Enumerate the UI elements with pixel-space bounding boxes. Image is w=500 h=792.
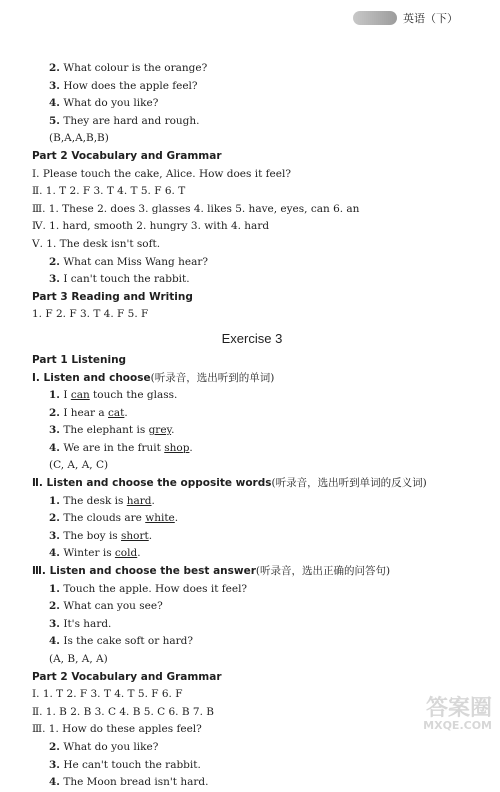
s2-item: 2. The clouds are white. [49, 512, 179, 525]
part2-line: Ⅲ. 1. How do these apples feel? [32, 723, 202, 736]
prev-part2-line: Ⅱ. 1. T 2. F 3. T 4. T 5. F 6. T [32, 185, 186, 198]
s3-item: 1. Touch the apple. How does it feel? [49, 582, 248, 595]
part2-title: Part 2 Vocabulary and Grammar [32, 670, 222, 683]
part2-sub: 4. The Moon bread isn't hard. [49, 776, 209, 789]
s2-item: 1. The desk is hard. [49, 494, 155, 507]
s1-item: 1. I can touch the glass. [49, 389, 178, 402]
s3-item: 3. It's hard. [49, 617, 112, 630]
s1-answers: (C, A, A, C) [49, 459, 109, 472]
header [353, 10, 458, 26]
prev-part2-sub: 3. I can't touch the rabbit. [49, 273, 190, 286]
prev-p1-line: 4. What do you like? [49, 97, 159, 110]
prev-part3-answers: 1. F 2. F 3. T 4. F 5. F [32, 308, 149, 321]
prev-p1-line: 2. What colour is the orange? [49, 62, 208, 74]
watermark [423, 698, 492, 732]
prev-part2-sub: 2. What can Miss Wang hear? [49, 255, 208, 268]
prev-part2-line: Ⅳ. 1. hard, smooth 2. hungry 3. with 4. hard [32, 220, 270, 233]
s3-answers: (A, B, A, A) [49, 653, 108, 665]
s1-item: 4. We are in the fruit shop. [49, 441, 193, 454]
part2-line: Ⅱ. 1. B 2. B 3. C 4. B 5. C 6. B 7. B [32, 705, 214, 718]
s2-item: 4. Winter is cold. [49, 547, 141, 560]
prev-part2-title: Part 2 Vocabulary and Grammar [32, 149, 222, 162]
prev-part2-line: Ⅲ. 1. These 2. does 3. glasses 4. likes 5. have, eyes, can 6. an [32, 202, 360, 215]
watermark-main: 答案圈 [425, 696, 492, 721]
prev-p1-line: 5. They are hard and rough. [49, 114, 200, 127]
logo-badge [353, 11, 397, 25]
answer-page [32, 60, 472, 792]
s3-item: 4. Is the cake soft or hard? [49, 635, 193, 648]
header-subject: 英语（下） [403, 12, 458, 25]
exercise-title: Exercise 3 [221, 330, 283, 346]
watermark-sub: MXQE.COM [423, 719, 492, 732]
part2-line: Ⅰ. 1. T 2. F 3. T 4. T 5. F 6. F [32, 688, 183, 701]
section-2-title: Ⅱ. Listen and choose the opposite words(听录音，选出听到单词的反义词) [32, 477, 427, 490]
s1-item: 2. I hear a cat. [49, 406, 128, 419]
section-1-title: Ⅰ. Listen and choose(听录音，选出听到的单词) [32, 371, 275, 384]
s3-item: 2. What can you see? [49, 600, 163, 613]
part1-title: Part 1 Listening [32, 353, 127, 366]
prev-part3-title: Part 3 Reading and Writing [32, 290, 193, 303]
section-3-title: Ⅲ. Listen and choose the best answer(听录音，选出正确的问答句) [32, 565, 391, 578]
part2-sub: 2. What do you like? [49, 740, 159, 753]
s1-item: 3. The elephant is grey. [49, 424, 175, 437]
prev-part2-line: Ⅴ. 1. The desk isn't soft. [32, 237, 161, 250]
prev-p1-line: 3. How does the apple feel? [49, 79, 198, 92]
part2-sub: 3. He can't touch the rabbit. [49, 758, 201, 771]
prev-p1-answers: (B,A,A,B,B) [49, 132, 109, 145]
prev-part2-line: Ⅰ. Please touch the cake, Alice. How does it feel? [32, 167, 291, 180]
s2-item: 3. The boy is short. [49, 529, 153, 542]
